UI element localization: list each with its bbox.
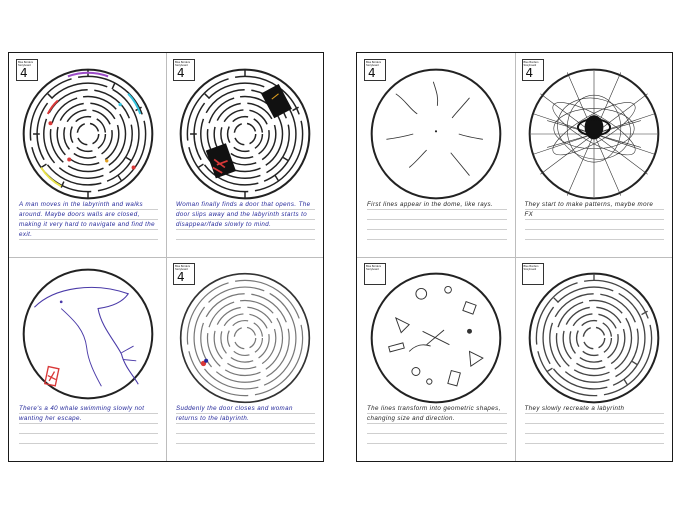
panel-tag-label: Blue Borders Storyboard: [523, 265, 539, 271]
storyboard-panel: [166, 53, 323, 257]
panel-tag-label: Blue Borders Storyboard: [366, 265, 381, 271]
panel-caption: [367, 404, 507, 456]
panel-number: 4: [368, 66, 376, 80]
storyboard-panel: [357, 53, 515, 257]
panel-drawing: [21, 267, 155, 401]
panel-caption: [176, 404, 315, 456]
maze-with-doors-drawing: [178, 67, 312, 201]
panel-caption: [367, 200, 507, 252]
panel-drawing: [527, 67, 661, 201]
panel-caption: [19, 200, 158, 252]
panel-tag-label: Blue Borders Storyboard: [175, 61, 190, 67]
panel-caption: [19, 404, 158, 456]
storyboard-sheet-left: [8, 52, 324, 462]
panel-drawing: [369, 67, 503, 201]
panel-tag-label: Blue Borders Storyboard: [18, 61, 33, 67]
panel-number: 4: [177, 270, 185, 284]
storyboard-panel: [9, 53, 166, 257]
panel-drawing: [178, 271, 312, 405]
panel-drawing: [369, 271, 503, 405]
panel-tag-label: Blue Borders Storyboard: [523, 61, 539, 67]
panel-caption: [525, 404, 665, 456]
caption-text: There's a 40 whale swimming slowly not wanting her escape.: [19, 405, 145, 422]
caption-text: They start to make patterns, maybe more FX: [524, 201, 654, 218]
cracks-drawing: [369, 67, 503, 201]
panel-number: 4: [20, 66, 28, 80]
storyboard-panel: [357, 257, 515, 461]
storyboard-panel: [9, 257, 166, 461]
panel-drawing: [21, 67, 155, 201]
colored-maze-drawing: [21, 67, 155, 201]
caption-text: A man moves in the labyrinth and walks around. Maybe doors walls are closed, making it very hard to navigate and find the exit.: [19, 201, 155, 238]
caption-text: First lines appear in the dome, like rays.: [367, 201, 494, 208]
caption-text: Suddenly the door closes and woman returns to the labyrinth.: [176, 405, 293, 422]
storyboard-panel: [515, 257, 673, 461]
panel-tag-label: Blue Borders Storyboard: [175, 265, 190, 271]
storyboard-panel: [166, 257, 323, 461]
panel-drawing: [178, 67, 312, 201]
panel-drawing: [527, 271, 661, 405]
panel-caption: [525, 200, 665, 252]
storyboard-panel: [515, 53, 673, 257]
faded-maze-drawing: [178, 271, 312, 405]
whale-drawing: [21, 267, 155, 401]
line-pattern-drawing: [527, 67, 661, 201]
storyboard-sheet-right: [356, 52, 673, 462]
gray-maze-drawing: [527, 271, 661, 405]
panel-tag-label: Blue Borders Storyboard: [366, 61, 381, 67]
caption-text: The lines transform into geometric shapes, changing size and direction.: [367, 405, 501, 422]
caption-text: They slowly recreate a labyrinth: [524, 405, 625, 412]
panel-number: 4: [525, 66, 534, 80]
caption-text: Woman finally finds a door that opens. The door slips away and the labyrinth starts to disappear/fade slowly to mind.: [176, 201, 311, 228]
shapes-drawing: [369, 271, 503, 405]
panel-caption: [176, 200, 315, 252]
panel-number: 4: [177, 66, 185, 80]
